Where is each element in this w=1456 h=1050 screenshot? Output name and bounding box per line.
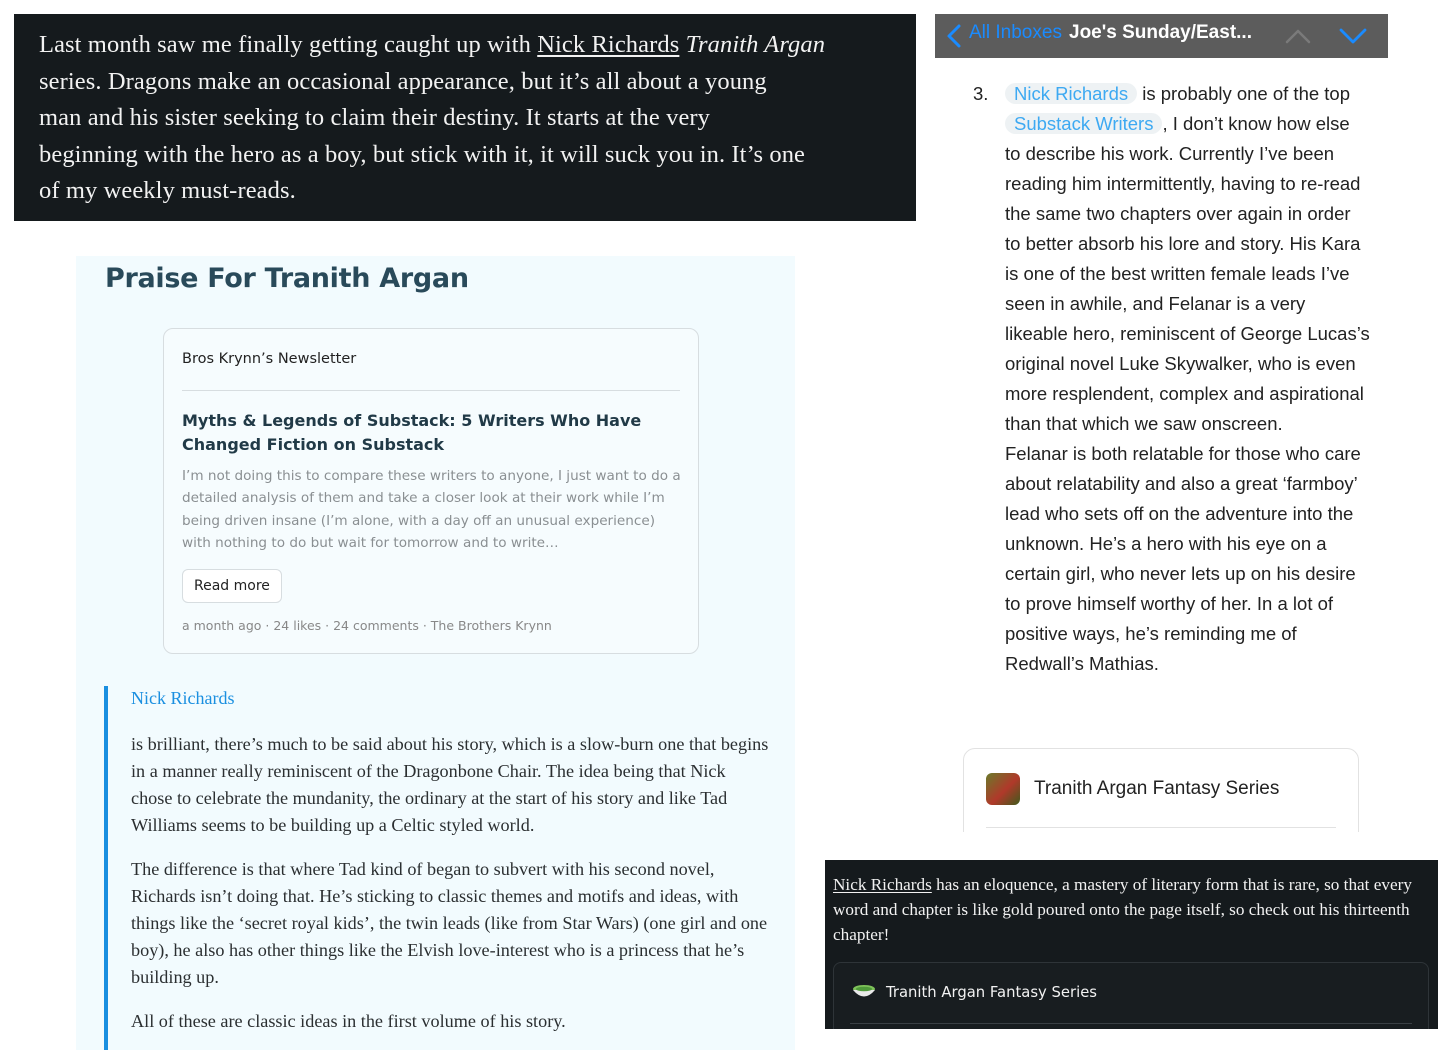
review-line: man and his sister seeking to claim their destiny. It starts at the very	[39, 104, 711, 132]
email-body	[1005, 79, 1370, 679]
back-chevron-icon[interactable]	[945, 23, 963, 49]
series-card-title[interactable]: Tranith Argan Fantasy Series	[1034, 778, 1280, 799]
post-embed-card[interactable]	[163, 328, 699, 654]
read-more-button[interactable]: Read more	[182, 569, 282, 603]
email-text: is probably one of the top	[1137, 83, 1351, 104]
review-text: has an eloquence, a mastery of literary form that is rare, so that every word and chapter is like gold poured onto the page itself, so check out his thirteenth chapter!	[833, 875, 1412, 944]
series-embed-card-dark[interactable]	[833, 962, 1429, 1029]
email-paragraph	[1005, 79, 1370, 439]
review-lead-text: Last month saw me finally getting caught up with	[39, 31, 531, 58]
series-cover-icon	[986, 773, 1020, 805]
email-text: , I don’t know how else to describe his work. Currently I’ve been reading him intermittently, having to re-read the same two chapters over again in order to better absorb his lore and story. His Kara is one of the best written female leads I’ve seen in awhile, and Felanar is a very likeable hero, reminiscent of George Lucas’s original novel Luke Skywalker, who is even more resplendent, complex and aspirational than that which we saw onscreen.	[1005, 113, 1370, 434]
blockquote	[104, 686, 768, 1050]
email-subject: Joe's Sunday/East...	[1069, 22, 1252, 43]
list-number: 3.	[973, 83, 989, 104]
email-nav-bar	[935, 14, 1388, 58]
mention-pill-author[interactable]: Nick Richards	[1005, 83, 1137, 104]
email-view	[935, 14, 1388, 832]
publication-name[interactable]: Bros Krynn’s Newsletter	[182, 351, 357, 367]
top-review-text	[39, 27, 909, 210]
author-link[interactable]: Nick Richards	[833, 875, 932, 894]
back-to-inboxes[interactable]: All Inboxes	[969, 22, 1062, 43]
post-excerpt: I’m not doing this to compare these writers to anyone, I just want to do a detailed analysis of them and take a closer look at their work while I’m being driven insane (I’m alone, with a day off an unusual experience) with nothing to do but wait for tomorrow and to write…	[182, 468, 681, 552]
quote-paragraph: is brilliant, there’s much to be said about his story, which is a slow-burn one that begins in a manner really reminiscent of the Dragonbone Chair. The idea being that Nick chose to celebrate the mundanity, the ordinary at the start of his story and like Tad Williams seems to be building up a Celtic styled world.	[131, 734, 769, 835]
previous-message-icon[interactable]	[1285, 24, 1311, 48]
series-title: Tranith Argan	[685, 31, 826, 58]
card-divider	[182, 390, 680, 391]
quote-paragraph: All of these are classic ideas in the first volume of his story.	[131, 1011, 566, 1031]
bottom-review-block	[825, 860, 1438, 1029]
next-message-icon[interactable]	[1339, 24, 1367, 48]
email-paragraph: Felanar is both relatable for those who care about relatability and also a great ‘farmboy’ lead who sets off on the adventure into the unknown. He’s a hero with his eye on a certain girl, who never lets up on his desire to prove himself worthy of her. In a lot of positive ways, he’s reminding me of Redwall’s Mathias.	[1005, 443, 1361, 674]
bottom-review-text	[833, 872, 1433, 947]
review-line: series. Dragons make an occasional appearance, but it’s all about a young	[39, 67, 767, 95]
review-line: beginning with the hero as a boy, but stick with it, it will suck you in. It’s one	[39, 140, 806, 168]
series-embed-card[interactable]	[963, 748, 1359, 832]
top-review-block	[14, 14, 916, 221]
post-meta: a month ago · 24 likes · 24 comments · The Brothers Krynn	[182, 618, 552, 633]
quote-paragraph: The difference is that where Tad kind of began to subvert with his second novel, Richards isn’t doing that. He’s sticking to classic themes and motifs and ideas, with things like the ‘secret royal kids’, the twin leads (like from Star Wars) (one girl and one boy), he also has other things like the Elvish love-interest who is a princess that he’s building up.	[131, 859, 768, 987]
praise-heading: Praise For Tranith Argan	[105, 263, 469, 294]
praise-section	[76, 256, 795, 1050]
mention-pill-substack-writers[interactable]: Substack Writers	[1005, 113, 1162, 134]
series-card-title[interactable]: Tranith Argan Fantasy Series	[886, 984, 1098, 1001]
series-bowl-icon	[852, 983, 876, 1001]
review-line: of my weekly must-reads.	[39, 177, 296, 205]
card-divider	[850, 1023, 1412, 1024]
card-divider	[986, 827, 1336, 828]
author-link[interactable]: Nick Richards	[537, 31, 680, 58]
post-title[interactable]: Myths & Legends of Substack: 5 Writers Who Have Changed Fiction on Substack	[182, 411, 642, 454]
quote-author-link[interactable]: Nick Richards	[131, 688, 235, 708]
